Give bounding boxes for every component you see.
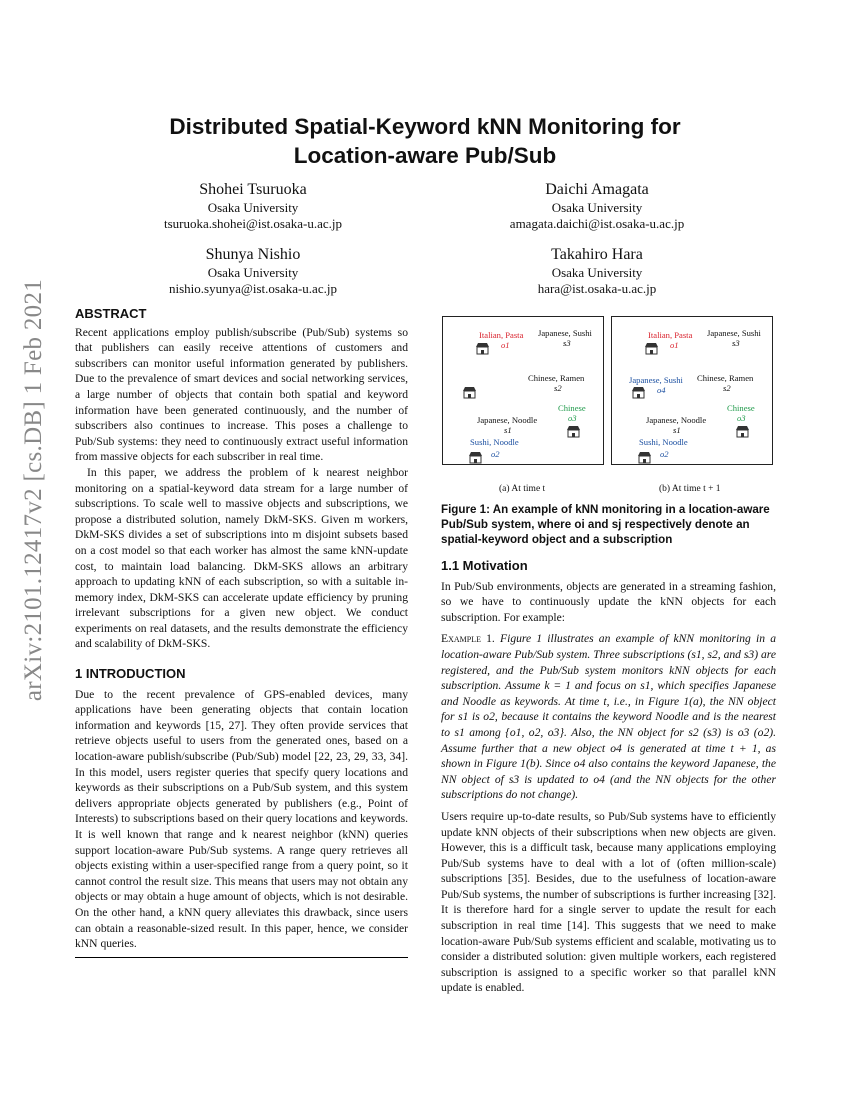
shop-icon [645,343,658,355]
paper-title [75,112,775,170]
o3-label: o3 [737,413,746,423]
author-affiliation: Osaka University [207,200,299,215]
abstract-paragraph-2: In this paper, we address the problem of k nearest neighbor monitoring on a spatial-keyword data stream for a large number of subscriptions. To scale well to massive objects and subscriptions, we propose a distributed solution, namely DkM-SKS. Given m workers, DkM-SKS divides a set of subscriptions into m disjoint subsets based on a cost model so that each worker has almost the same kNN-update cost, to maintain load balancing. DkM-SKS allows an arbitrary approach to updating kNN of each subscription, so with a suitable in-memory index, DkM-SKS can accelerate update efficiency by pruning irrelevant subscriptions for a given new object. We conduct experiments on real datasets, and the results demonstrate the efficiency and scalability of DkM-SKS. [75,465,408,651]
title-line-2: Location-aware Pub/Sub [293,143,557,168]
panel-b-caption: (b) At time t + 1 [659,484,721,494]
author-block-2 [467,180,727,232]
s2-label: s2 [554,383,562,393]
shop-icon [638,452,651,464]
o4-keywords: Japanese, Sushi [629,375,683,385]
abstract-heading: ABSTRACT [75,306,147,321]
o1-label: o1 [670,340,679,350]
s3-label: s3 [563,338,571,348]
o3-keywords: Chinese [727,403,755,413]
o4-label: o4 [657,385,666,395]
motivation-paragraph-2: Users require up-to-date results, so Pub/Sub systems have to efficiently update kNN objects of their subscriptions when new objects are given. However, this is a difficult task, because many applications employing Pub/Sub systems have to deal with a lot of (often million-scale) subscriptions [35]. Besides, due to the usefulness of location-aware Pub/Sub systems, the number of subscriptions is further increasing [32]. It is therefore hard for a single server to update the result for each subscription in real time [14]. This suggests that we need to make location-aware Pub/Sub systems efficient and scalable, motivating us to consider a distributed solution: given multiple workers, each registered subscription is assigned to a specific worker so that parallel kNN update is enabled. [441,809,776,995]
shop-icon [469,452,482,464]
left-column [75,306,408,952]
author-affiliation: Osaka University [551,265,643,280]
o2-keywords: Sushi, Noodle [639,437,688,447]
author-name: Daichi Amagata [545,181,649,198]
s1-label: s1 [504,425,512,435]
panel-a-caption: (a) At time t [499,484,546,494]
s3-keywords: Japanese, Sushi [707,328,761,338]
o2-keywords: Sushi, Noodle [470,437,519,447]
s3-label: s3 [732,338,740,348]
o1-label: o1 [501,340,510,350]
figure-panel-b [611,316,773,465]
motivation-paragraph-1: In Pub/Sub environments, objects are generated in a streaming fashion, so we have to continuously update the kNN objects for each subscription. For example: [441,579,776,624]
s1-keywords: Japanese, Noodle [477,415,538,425]
author-block-4 [467,245,727,297]
author-block-1 [123,180,383,232]
s1-label: s1 [673,425,681,435]
shop-icon [463,387,476,399]
s2-keywords: Chinese, Ramen [697,373,754,383]
s2-label: s2 [723,383,731,393]
shop-icon [736,426,749,438]
right-column [441,558,776,996]
author-block-3 [123,245,383,297]
figure-caption: Figure 1: An example of kNN monitoring in a location-aware Pub/Sub system, where oi and sj respectively denote an spatial-keyword object and a subscription [441,503,770,547]
introduction-heading: 1 INTRODUCTION [75,666,186,682]
o3-keywords: Chinese [558,403,586,413]
author-affiliation: Osaka University [551,200,643,215]
title-line-1: Distributed Spatial-Keyword kNN Monitoring for [169,114,681,139]
o1-keywords: Italian, Pasta [479,330,524,340]
motivation-heading: 1.1 Motivation [441,558,528,573]
author-name: Shohei Tsuruoka [199,181,307,198]
o1-keywords: Italian, Pasta [648,330,693,340]
example-block [441,631,776,803]
example-label: Example 1. [441,632,495,646]
s2-keywords: Chinese, Ramen [528,373,585,383]
o2-label: o2 [491,449,500,459]
example-text: Figure 1 illustrates an example of kNN monitoring in a location-aware Pub/Sub system. Three subscriptions (s1, s2, and s3) are registered, and the Pub/Sub system monitors kNN objects for each subscription. Assume k = 1 and focus on s1, which specifies Japanese and Noodle as keywords. At time t, i.e., in Figure 1(a), the NN object for s1 is o2, because it contains the keyword Noodle and is the nearest to s1 among {o1, o2, o3}. Also, the NN object for s2 (s3) is o3 (o2). Assume further that a new object o4 is generated at time t + 1, as shown in Figure 1(b). Since o4 also contains the keyword Japanese, the NN object of s3 is updated to o4 (and the NN objects for the other subscriptions do not change). [441,632,776,802]
introduction-paragraph-1: Due to the recent prevalence of GPS-enabled devices, many applications have been generating objects that contain location information and keywords [15, 27]. They often provide services that retrieve objects useful to users from the generated ones, based on a location-aware publish/subscribe (Pub/Sub) model [22, 23, 29, 33, 34]. In this model, users register queries that specify query locations and keywords as their subscriptions on a Pub/Sub system, and this system delivers appropriate objects generated by publishers (e.g., Point of Interests) to subscriptions based on their query locations and keywords. It is well known that range and k nearest neighbor (kNN) queries support location-aware Pub/Sub systems. A range query retrieves all objects existing within a user-specified range from a query point, so it cannot control the result size. This means that users may not obtain any objects or may obtain a huge amount of objects, which is not desirable. On the other hand, a kNN query alleviates this drawback, since users can obtain a reasonable-sized result. In this paper, hence, we consider kNN queries. [75,687,408,951]
author-email: amagata.daichi@ist.osaka-u.ac.jp [509,216,685,231]
abstract-paragraph-1: Recent applications employ publish/subscribe (Pub/Sub) systems so that publishers can easily receive attentions of customers and subscribers can monitor useful information generated by publishers. Due to the prevalence of smart devices and social networking services, a large number of objects that contain both spatial and keyword information have been generated continuously, and the number of subscribers also continues to increase. This poses a challenge to Pub/Sub systems: they need to continuously extract useful information from massive objects for each subscriber in real time. [75,325,408,464]
s1-keywords: Japanese, Noodle [646,415,707,425]
author-affiliation: Osaka University [207,265,299,280]
shop-icon [476,343,489,355]
o2-label: o2 [660,449,669,459]
figure-panel-a [442,316,604,465]
shop-icon [567,426,580,438]
author-name: Takahiro Hara [551,246,643,263]
author-email: tsuruoka.shohei@ist.osaka-u.ac.jp [163,216,343,231]
author-name: Shunya Nishio [205,246,301,263]
author-email: hara@ist.osaka-u.ac.jp [537,281,657,296]
author-email: nishio.syunya@ist.osaka-u.ac.jp [169,281,337,296]
shop-icon [632,387,645,399]
s3-keywords: Japanese, Sushi [538,328,592,338]
arxiv-identifier: arXiv:2101.12417v2 [cs.DB] 1 Feb 2021 [20,278,47,702]
footnote-rule [75,957,408,958]
o3-label: o3 [568,413,577,423]
